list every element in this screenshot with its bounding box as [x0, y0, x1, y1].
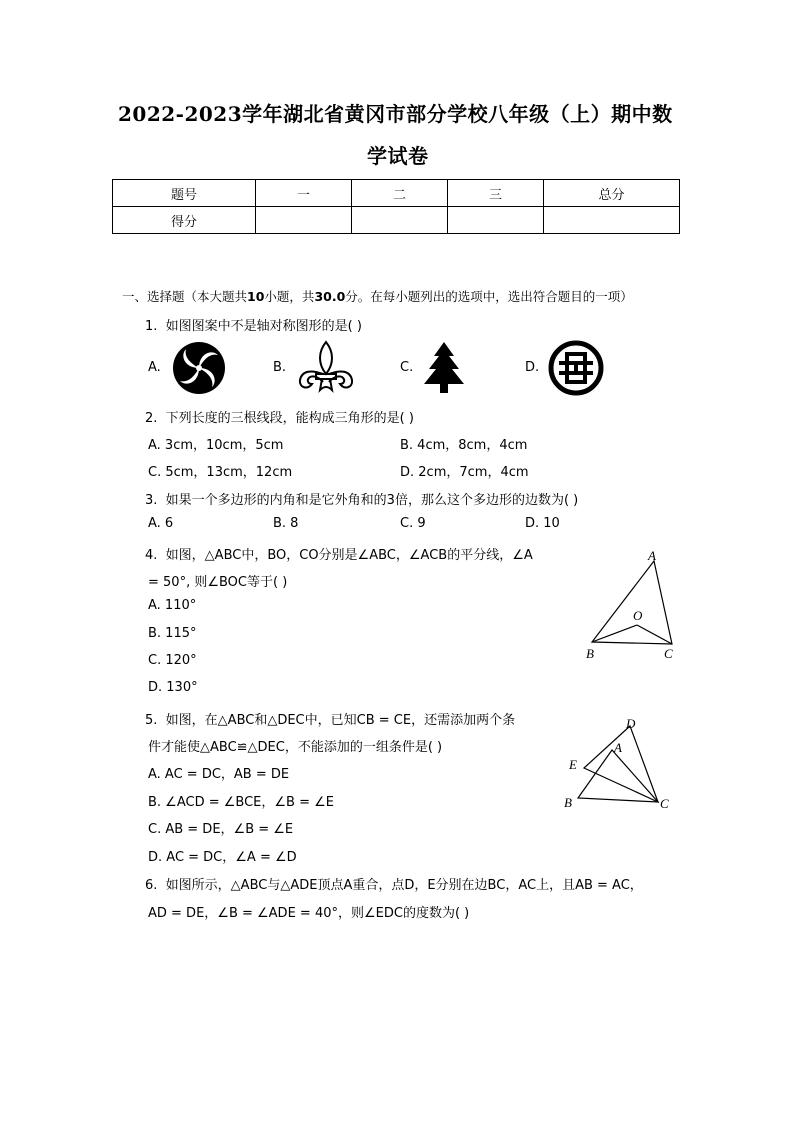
question-5-line1: 5. 如图，在△ABC和△DEC中，已知CB = CE，还需添加两个条 — [145, 713, 516, 728]
table-header: 二 — [352, 180, 448, 207]
bank-logo-icon — [548, 341, 604, 395]
table-header: 三 — [448, 180, 544, 207]
q4-option-c: C. 120° — [148, 653, 197, 668]
page-title-line2: 学试卷 — [367, 144, 429, 168]
page-title-line1: 2022-2023学年湖北省黄冈市部分学校八年级（上）期中数 — [118, 102, 673, 126]
q5-option-c: C. AB = DE，∠B = ∠E — [148, 822, 294, 837]
q2-option-a: A. 3cm，10cm，5cm — [148, 438, 284, 453]
question-4-line2: = 50°, 则∠BOC等于( ) — [148, 575, 288, 590]
label-e: E — [569, 757, 577, 772]
q4-option-d: D. 130° — [148, 680, 198, 695]
label-c: C — [660, 796, 669, 811]
q5-option-b: B. ∠ACD = ∠BCE，∠B = ∠E — [148, 795, 334, 810]
label-b: B — [564, 795, 572, 810]
q1-option-d-label: D. — [525, 360, 540, 375]
label-c: C — [664, 646, 673, 661]
q5-option-d: D. AC = DC，∠A = ∠D — [148, 850, 297, 865]
question-5-line2: 件才能使△ABC≌△DEC，不能添加的一组条件是( ) — [148, 740, 443, 755]
pine-tree-icon — [421, 340, 467, 394]
label-a: A — [648, 548, 656, 563]
q1-option-a-label: A. — [148, 360, 161, 375]
table-cell: 得分 — [113, 207, 256, 234]
table-row — [113, 207, 680, 234]
label-a: A — [614, 740, 622, 755]
label-b: B — [586, 646, 594, 661]
q1-option-c-label: C. — [400, 360, 414, 375]
table-cell — [448, 207, 544, 234]
triangle-abc-figure — [582, 545, 682, 663]
question-1: 1. 如图图案中不是轴对称图形的是( ) — [145, 319, 362, 334]
table-cell — [544, 207, 680, 234]
swirl-circle-icon — [172, 341, 226, 395]
label-d: D — [626, 716, 636, 731]
q5-option-a: A. AC = DC，AB = DE — [148, 767, 290, 782]
q4-option-b: B. 115° — [148, 626, 197, 641]
question-6-line1: 6. 如图所示，△ABC与△ADE顶点A重合，点D，E分别在边BC，AC上，且AB = AC， — [145, 878, 643, 893]
question-2: 2. 下列长度的三根线段，能构成三角形的是( ) — [145, 411, 414, 426]
congruent-triangles-figure — [562, 714, 680, 812]
fleur-de-lis-icon — [296, 340, 356, 394]
table-row — [113, 180, 680, 207]
score-table — [112, 179, 680, 234]
question-4-line1: 4. 如图，△ABC中，BO，CO分别是∠ABC，∠ACB的平分线，∠A — [145, 548, 533, 563]
q3-option-c: C. 9 — [400, 516, 426, 531]
table-cell — [352, 207, 448, 234]
q3-option-a: A. 6 — [148, 516, 174, 531]
q3-option-b: B. 8 — [273, 516, 299, 531]
q2-option-c: C. 5cm，13cm，12cm — [148, 465, 293, 480]
q4-option-a: A. 110° — [148, 598, 197, 613]
q3-option-d: D. 10 — [525, 516, 560, 531]
q2-option-b: B. 4cm，8cm，4cm — [400, 438, 528, 453]
table-header: 一 — [256, 180, 352, 207]
q2-option-d: D. 2cm，7cm，4cm — [400, 465, 529, 480]
question-3: 3. 如果一个多边形的内角和是它外角和的3倍，那么这个多边形的边数为( ) — [145, 493, 579, 508]
table-header: 总分 — [544, 180, 680, 207]
table-cell — [256, 207, 352, 234]
question-6-line2: AD = DE，∠B = ∠ADE = 40°，则∠EDC的度数为( ) — [148, 906, 470, 921]
q1-option-b-label: B. — [273, 360, 287, 375]
label-o: O — [633, 608, 643, 623]
table-header: 题号 — [113, 180, 256, 207]
section-heading: 一、选择题（本大题共10小题，共30.0分。在每小题列出的选项中，选出符合题目的一项） — [122, 289, 633, 304]
